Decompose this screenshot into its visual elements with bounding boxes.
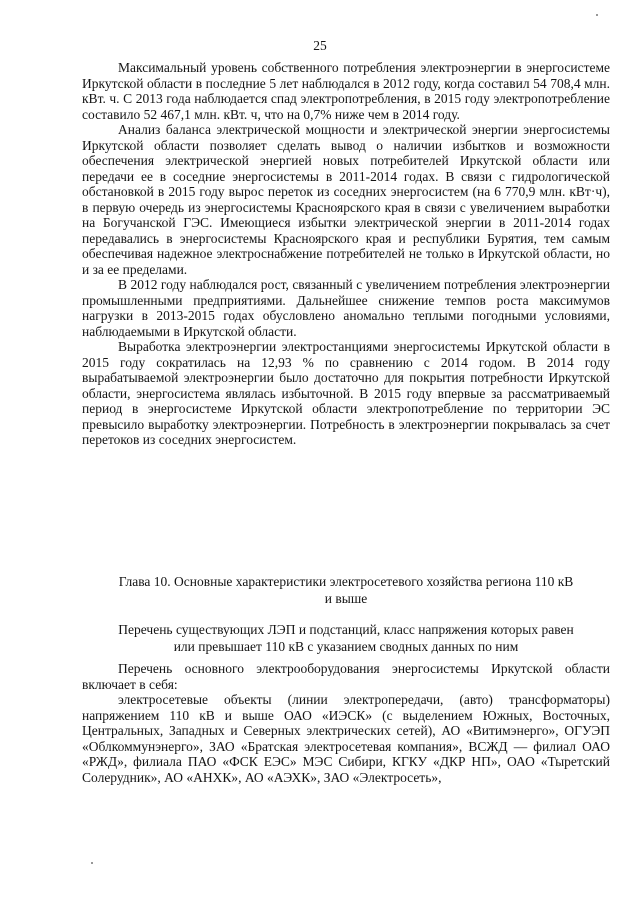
body-text-bottom <box>82 661 610 785</box>
scan-speck <box>91 862 93 864</box>
chapter-heading-line: Глава 10. Основные характеристики электросетевого хозяйства региона 110 кВ <box>118 574 574 589</box>
chapter-heading <box>82 573 610 607</box>
paragraph-equipment-list: Перечень основного электрооборудования энергосистемы Иркутской области включает в себя: <box>82 661 610 692</box>
scan-speck <box>596 14 598 16</box>
subheading-line: Перечень существующих ЛЭП и подстанций, класс напряжения которых равен <box>118 622 574 637</box>
chapter-heading-line: и выше <box>324 591 368 606</box>
paragraph-max-consumption: Максимальный уровень собственного потребления электроэнергии в энергосистеме Иркутской области в последние 5 лет наблюдался в 2012 году, когда составил 54 708,4 млн. кВт. ч. С 2013 года наблюдается спад электропотребления, в 2015 году электропотребление составило 52 467,1 млн. кВт. ч, что на 0,7% ниже чем в 2014 году. <box>82 60 610 122</box>
page-number: 25 <box>313 38 327 53</box>
section-subheading <box>82 621 610 655</box>
paragraph-generation-2015: Выработка электроэнергии электростанциями энергосистемы Иркутской области в 2015 году сократилась на 12,93 % по сравнению с 2014 годом. В 2014 году вырабатываемой электроэнергии было достаточно для покрытия потребности Иркутской области, энергосистема являлась избыточной. В 2015 году впервые за рассматриваемый период в энергосистеме Иркутской области электропотребление по территории ЭС превысило выработку электроэнергии. Потребность в электроэнергии покрывалась за счет перетоков из соседних энергосистем. <box>82 339 610 447</box>
paragraph-growth-2012: В 2012 году наблюдался рост, связанный с увеличением потребления электроэнергии промышленными предприятиями. Дальнейшее снижение темпов роста максимумов нагрузки в 2013-2015 годах обусловлено аномально теплыми погодными условиями, наблюдаемыми в Иркутской области. <box>82 277 610 339</box>
body-text-top <box>82 60 610 448</box>
subheading-line: или превышает 110 кВ с указанием сводных данных по ним <box>173 639 519 654</box>
paragraph-grid-objects: электросетевые объекты (линии электропередачи, (авто) трансформаторы) напряжением 110 кВ и выше ОАО «ИЭСК» (с выделением Южных, Восточных, Центральных, Западных и Северных электрических сетей), АО «Витимэнерго», ОГУЭП «Облкоммунэнерго», ЗАО «Братская электросетевая компания», ВСЖД — филиал ОАО «РЖД», филиала ПАО «ФСК ЕЭС» МЭС Сибири, КГКУ «ДКР НП», ОАО «Тыретский Солерудник», АО «АНХК», АО «АЭХК», ЗАО «Электросеть», <box>82 692 610 785</box>
paragraph-balance-analysis: Анализ баланса электрической мощности и электрической энергии энергосистемы Иркутской области позволяет сделать вывод о наличии избытков и возможности обеспечения электрической энергией новых потребителей Иркутской области или передачи ее в соседние энергосистемы в 2011-2014 годах. В связи с гидрологической обстановкой в 2015 году вырос переток из соседних энергосистем (на 6 770,9 млн. кВт·ч), в первую очередь из энергосистемы Красноярского края в связи с увеличением выработки на Богучанской ГЭС. Имеющиеся избытки электрической энергии в 2011-2014 годах передавались в энергосистемы Красноярского края и республики Бурятия, тем самым обеспечивая надежное электроснабжение потребителей не только в Иркутской области, но и за ее пределами. <box>82 122 610 277</box>
